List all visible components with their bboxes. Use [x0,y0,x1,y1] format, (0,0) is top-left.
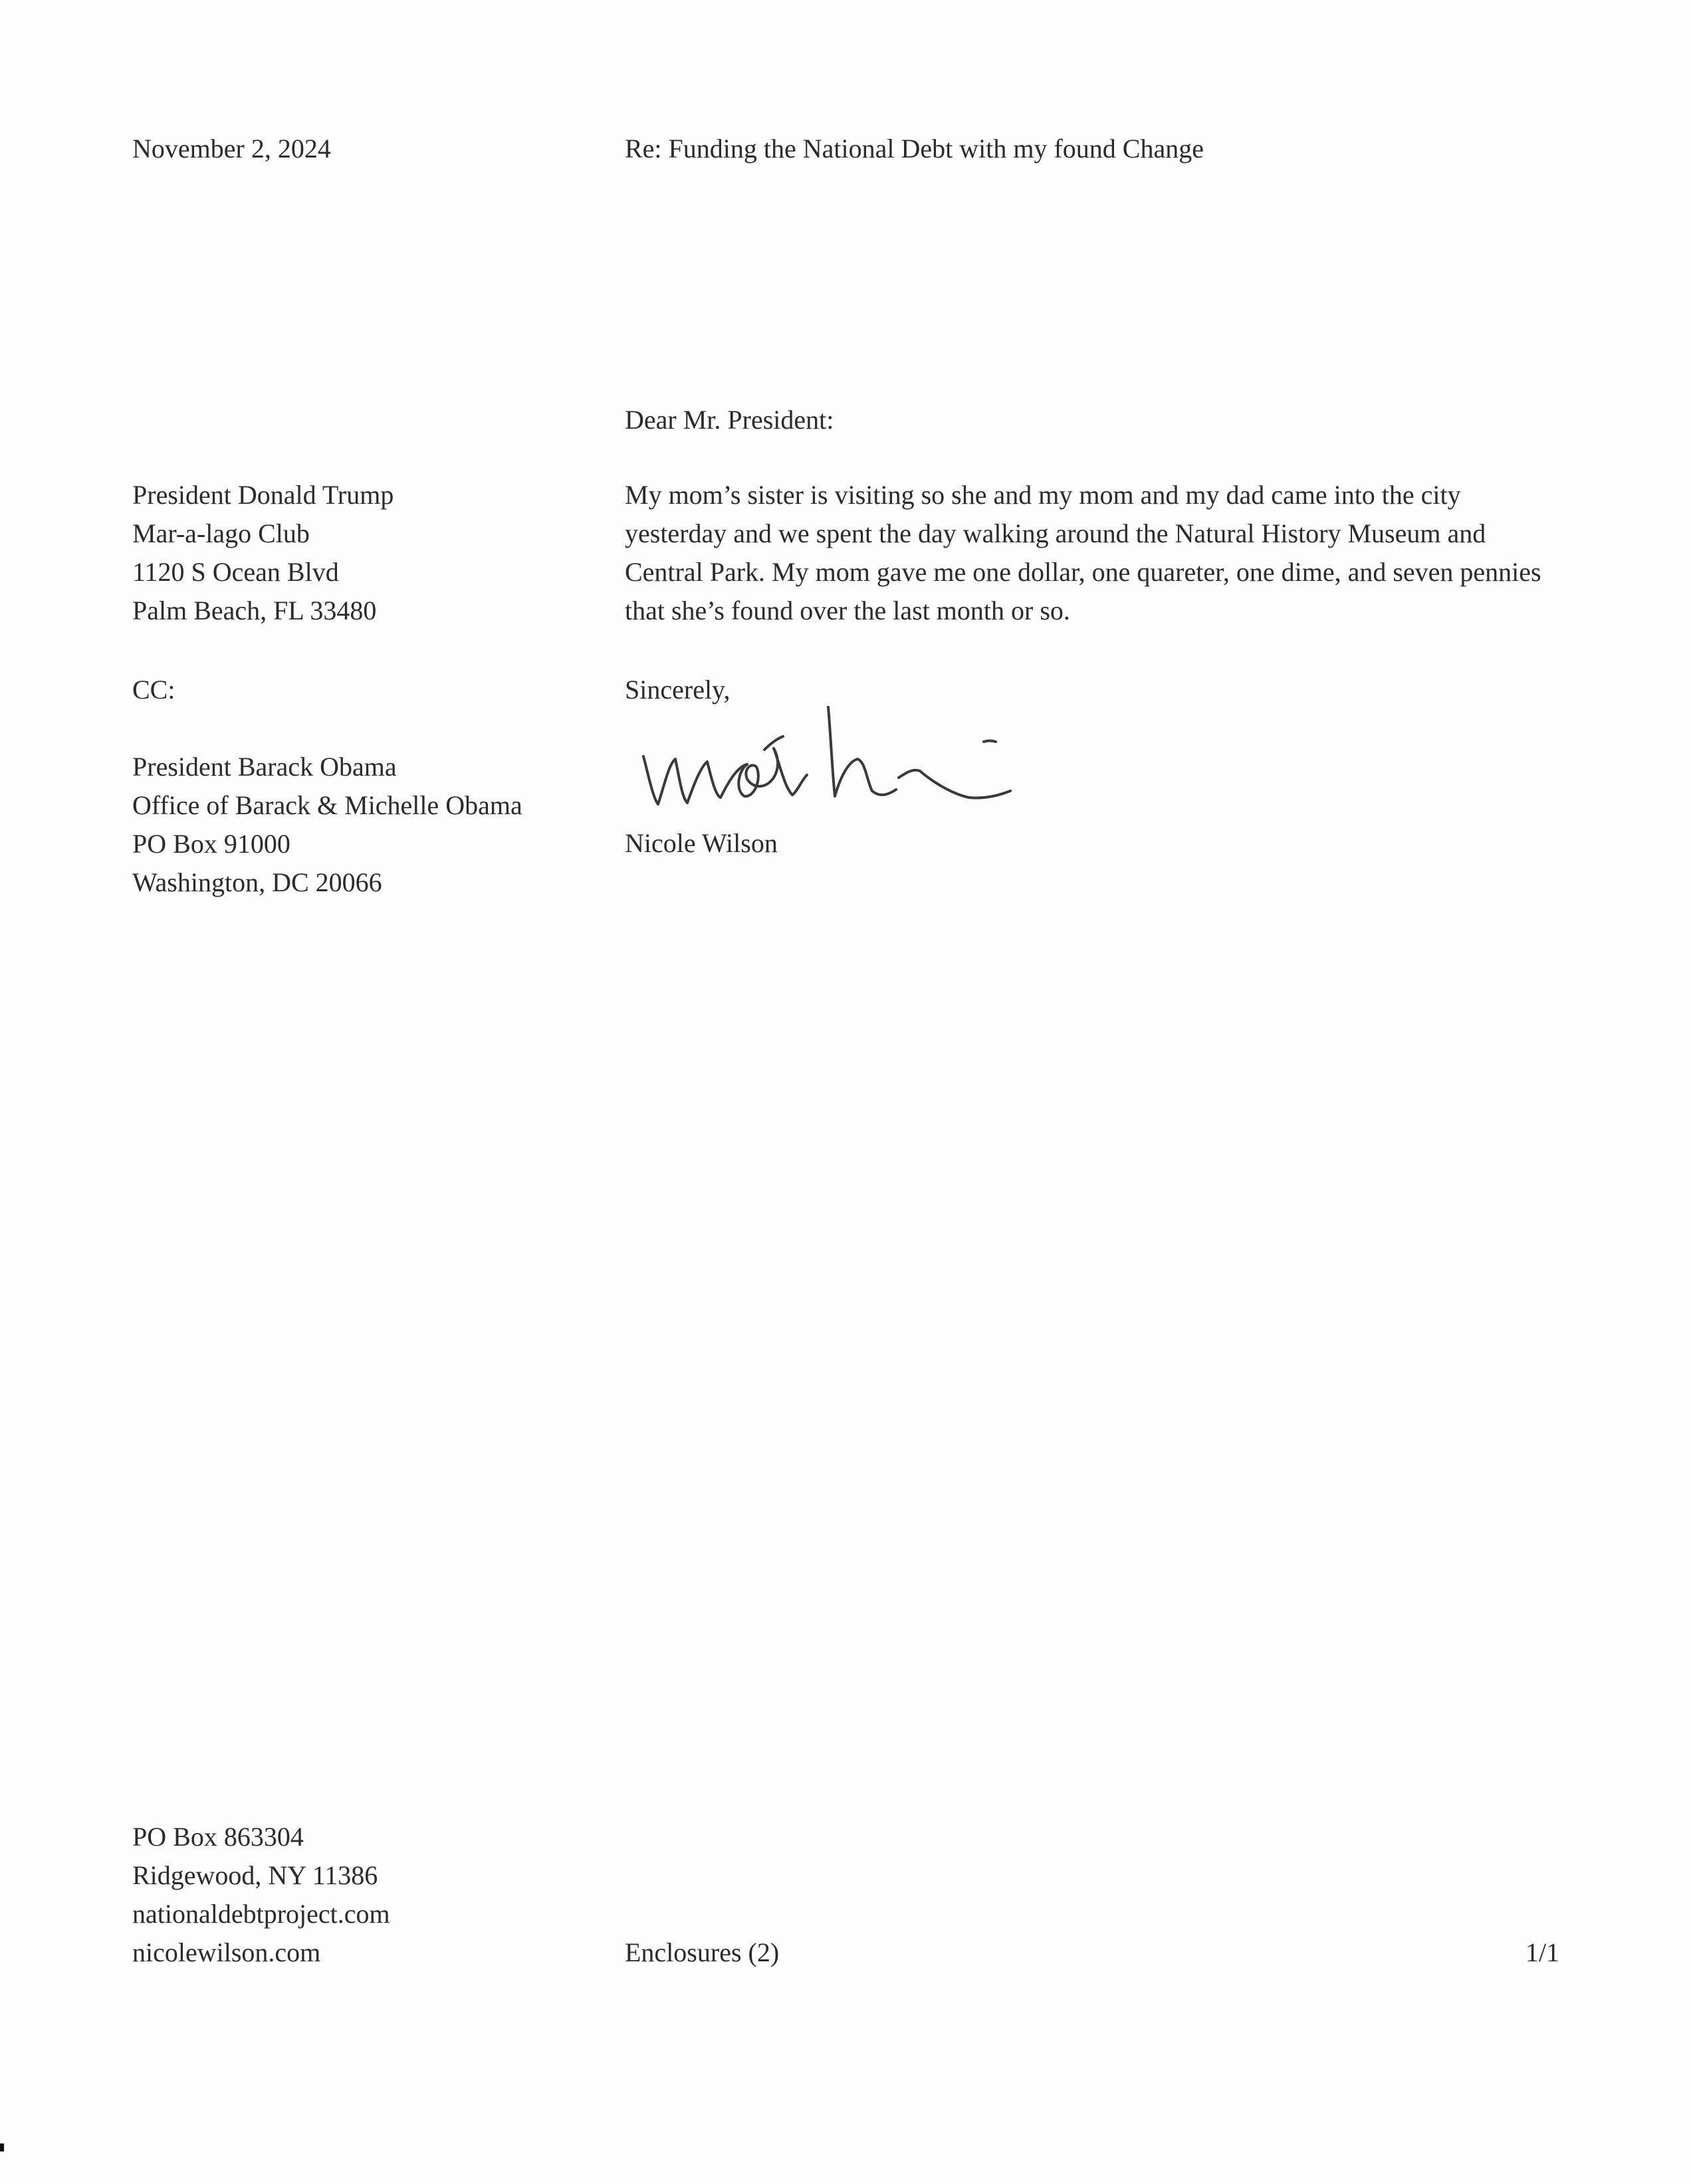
salutation: Dear Mr. President: [625,405,834,435]
signer-name: Nicole Wilson [625,828,778,858]
recipient-address [132,476,394,630]
page-number: 1/1 [1525,1937,1560,1967]
scan-mark [0,2143,4,2151]
sender-line: Ridgewood, NY 11386 [132,1860,378,1890]
handwritten-signature [638,698,1024,818]
letter-subject: Re: Funding the National Debt with my found Change [625,134,1204,164]
body-paragraph: My mom’s sister is visiting so she and my mom and my dad came into the city yesterday and we spent the day walking around the Natural History Museum and Central Park. My mom gave me one dollar, one quareter, one dime, and seven pennies that she’s found over the last month or so. [625,480,1541,625]
sender-address [132,1818,390,1972]
recipient-line: Mar-a-lago Club [132,518,310,548]
cc-line: Office of Barack & Michelle Obama [132,790,522,820]
cc-recipient-address [132,748,522,902]
cc-line: President Barack Obama [132,752,397,782]
cc-line: Washington, DC 20066 [132,867,382,897]
closing: Sincerely, [625,675,731,705]
sender-line: PO Box 863304 [132,1822,304,1852]
cc-label: CC: [132,675,175,705]
sender-line: nicolewilson.com [132,1937,321,1967]
enclosures-note: Enclosures (2) [625,1937,780,1967]
cc-line: PO Box 91000 [132,829,290,859]
sender-line: nationaldebtproject.com [132,1899,390,1929]
letter-date: November 2, 2024 [132,134,331,164]
letter-body [625,476,1549,630]
recipient-line: 1120 S Ocean Blvd [132,557,339,587]
recipient-line: President Donald Trump [132,480,394,510]
recipient-line: Palm Beach, FL 33480 [132,596,377,625]
